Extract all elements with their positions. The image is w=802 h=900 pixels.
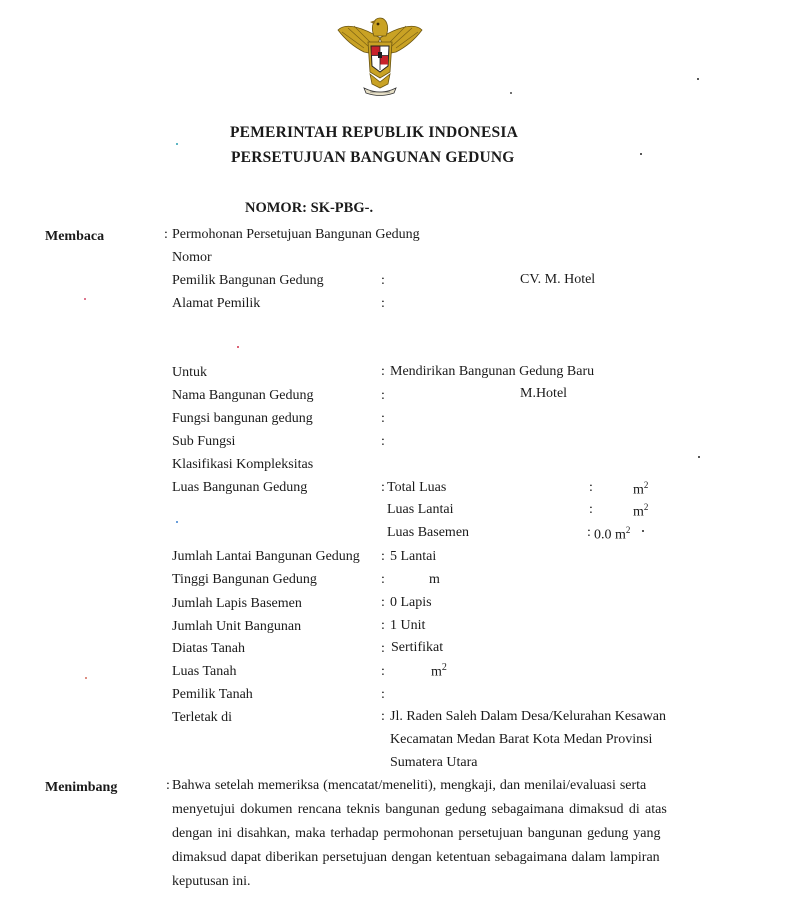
field-value-luas-tanah bbox=[431, 662, 447, 681]
field-label-nama: Nama Bangunan Gedung bbox=[172, 388, 314, 403]
luas-lantai-label: Luas Lantai bbox=[387, 502, 454, 517]
field-value-lapis-basemen: 0 Lapis bbox=[390, 595, 432, 610]
document-title: PEMERINTAH REPUBLIK INDONESIA bbox=[230, 124, 518, 141]
colon: : bbox=[381, 572, 385, 587]
colon: : bbox=[381, 595, 385, 610]
colon: : bbox=[381, 411, 385, 426]
field-label-untuk: Untuk bbox=[172, 365, 207, 380]
field-value-terletak-line1: Jl. Raden Saleh Dalam Desa/Kelurahan Kesawan bbox=[390, 709, 667, 724]
paragraph-line: dimaksud dapat diberikan persetujuan dengan ketentuan sebagaimana dalam lampiran bbox=[172, 850, 660, 865]
scan-speck bbox=[640, 153, 642, 155]
field-label-nomor: Nomor bbox=[172, 250, 212, 265]
colon: : bbox=[381, 296, 385, 311]
luas-basemen-label: Luas Basemen bbox=[387, 525, 470, 540]
colon: : bbox=[381, 388, 385, 403]
scan-speck bbox=[176, 521, 178, 523]
document-number: NOMOR: SK-PBG-. bbox=[245, 200, 374, 216]
colon: : bbox=[589, 480, 593, 495]
colon: : bbox=[381, 273, 385, 288]
field-label-jumlah-lantai: Jumlah Lantai Bangunan Gedung bbox=[172, 549, 360, 564]
field-label-fungsi: Fungsi bangunan gedung bbox=[172, 411, 313, 426]
colon: : bbox=[381, 641, 385, 656]
colon: : bbox=[381, 549, 385, 564]
field-value-nama: M.Hotel bbox=[520, 386, 568, 401]
colon: : bbox=[381, 709, 385, 724]
paragraph-line: dengan ini disahkan, maka terhadap permohonan persetujuan bangunan gedung yang bbox=[172, 826, 661, 841]
membaca-intro: Permohonan Persetujuan Bangunan Gedung bbox=[172, 227, 420, 242]
total-luas-unit bbox=[633, 480, 648, 499]
field-value-unit-bangunan: 1 Unit bbox=[390, 618, 426, 633]
unit-text: m bbox=[431, 664, 442, 680]
scan-speck bbox=[697, 78, 699, 80]
unit-sup: 2 bbox=[643, 480, 649, 490]
colon: : bbox=[381, 687, 385, 702]
colon: : bbox=[381, 480, 385, 495]
total-luas-label: Total Luas bbox=[387, 480, 447, 495]
scan-speck bbox=[84, 298, 86, 300]
unit-sup: 2 bbox=[441, 662, 447, 673]
field-label-terletak: Terletak di bbox=[172, 710, 233, 725]
menimbang-paragraph bbox=[172, 774, 724, 894]
field-label-klasifikasi: Klasifikasi Kompleksitas bbox=[172, 457, 314, 472]
scan-speck bbox=[698, 456, 700, 458]
colon: : bbox=[381, 434, 385, 449]
scan-speck bbox=[176, 143, 178, 145]
field-value-diatas-tanah: Sertifikat bbox=[391, 640, 444, 655]
field-value-terletak-line3: Sumatera Utara bbox=[390, 755, 478, 770]
field-label-diatas-tanah: Diatas Tanah bbox=[172, 641, 246, 656]
document-subtitle: PERSETUJUAN BANGUNAN GEDUNG bbox=[231, 149, 515, 166]
field-value-terletak-line2: Kecamatan Medan Barat Kota Medan Provinsi bbox=[390, 732, 653, 747]
basemen-value-text: 0.0 m bbox=[594, 527, 626, 543]
field-label-pemilik: Pemilik Bangunan Gedung bbox=[172, 273, 324, 288]
field-label-luas-bangunan: Luas Bangunan Gedung bbox=[172, 480, 308, 495]
luas-basemen-value bbox=[594, 525, 630, 544]
scan-speck bbox=[642, 530, 644, 532]
field-label-tinggi: Tinggi Bangunan Gedung bbox=[172, 572, 317, 587]
field-value-jumlah-lantai: 5 Lantai bbox=[390, 549, 437, 564]
scan-speck bbox=[510, 92, 512, 94]
scan-speck bbox=[85, 677, 87, 679]
colon: : bbox=[381, 664, 385, 679]
field-label-alamat: Alamat Pemilik bbox=[172, 296, 261, 311]
unit-sup: 2 bbox=[643, 502, 649, 512]
field-value-tinggi: m bbox=[429, 572, 440, 587]
scan-speck bbox=[237, 346, 239, 348]
unit-text: m bbox=[633, 482, 644, 498]
field-label-lapis-basemen: Jumlah Lapis Basemen bbox=[172, 596, 302, 611]
field-label-luas-tanah: Luas Tanah bbox=[172, 664, 237, 679]
unit-text: m bbox=[633, 504, 644, 520]
paragraph-line: Bahwa setelah memeriksa (mencatat/meneliti), mengkaji, dan menilai/evaluasi serta bbox=[172, 778, 647, 793]
colon: : bbox=[381, 364, 385, 379]
colon: : bbox=[381, 618, 385, 633]
field-value-untuk: Mendirikan Bangunan Gedung Baru bbox=[390, 364, 595, 379]
field-label-sub-fungsi: Sub Fungsi bbox=[172, 434, 236, 449]
colon: : bbox=[166, 778, 170, 793]
field-label-pemilik-tanah: Pemilik Tanah bbox=[172, 687, 253, 702]
garuda-emblem-icon bbox=[334, 8, 426, 96]
paragraph-line: keputusan ini. bbox=[172, 874, 251, 889]
field-value-pemilik: CV. M. Hotel bbox=[520, 272, 596, 287]
colon: : bbox=[587, 525, 591, 540]
paragraph-line: menyetujui dokumen rencana teknis bangunan gedung sebagaimana dimaksud di atas bbox=[172, 802, 667, 817]
section-label-menimbang: Menimbang bbox=[45, 780, 118, 795]
section-label-membaca: Membaca bbox=[45, 229, 105, 244]
colon: : bbox=[589, 502, 593, 517]
field-label-unit-bangunan: Jumlah Unit Bangunan bbox=[172, 619, 302, 634]
unit-sup: 2 bbox=[625, 525, 631, 535]
colon: : bbox=[164, 227, 168, 242]
luas-lantai-unit bbox=[633, 502, 648, 521]
